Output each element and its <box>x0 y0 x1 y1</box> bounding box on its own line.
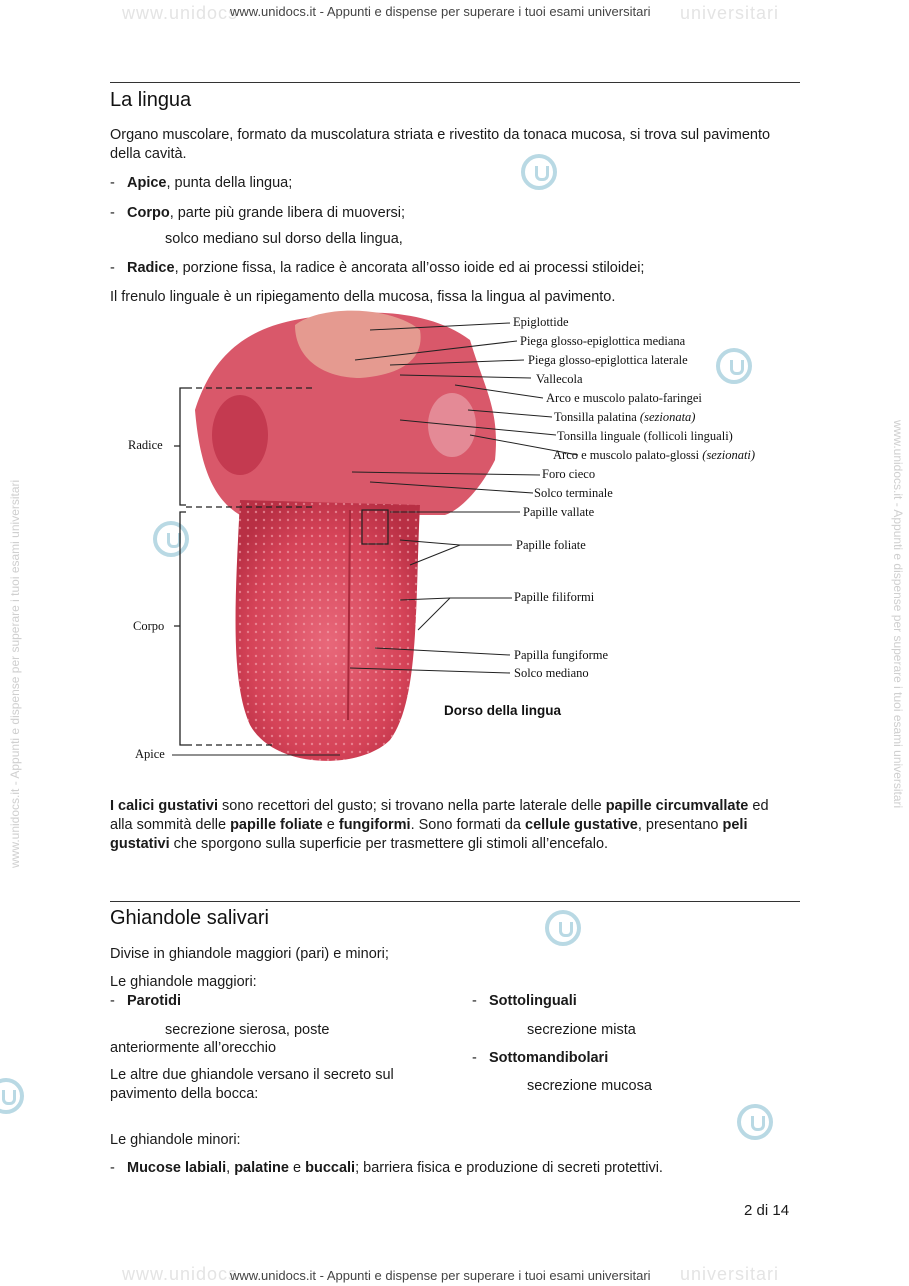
label-solco-terminale: Solco terminale <box>534 486 613 500</box>
bracket-corpo <box>174 512 186 745</box>
label-radice: Radice <box>128 438 163 452</box>
watermark-logo-icon <box>545 910 581 946</box>
maggiori-label: Le ghiandole maggiori: <box>110 974 257 990</box>
side-watermark-right: www.unidocs.it - Appunti e dispense per superare i tuoi esami universitari <box>891 420 905 809</box>
label-epiglottide: Epiglottide <box>513 315 569 329</box>
list-item: - Apice, punta della lingua; <box>110 175 293 191</box>
calici-paragraph: I calici gustativi sono recettori del gusto; si trovano nella parte laterale delle papille circumvallate ed alla sommità delle papille foliate e fungiformi. Sono formati da cellule gustative, presentano peli gustativi che sporgono sulla superficie per trasmettere gli stimoli all’encefalo. <box>110 798 769 852</box>
label-vallecola: Vallecola <box>536 372 583 386</box>
label-corpo: Corpo <box>133 619 165 633</box>
list-item: - Sottomandibolari <box>472 1050 609 1066</box>
section-title: La lingua <box>110 89 192 111</box>
footer-watermark-right: universitari <box>680 1264 780 1284</box>
parotidi-desc: anteriormente all’orecchio <box>110 1040 277 1056</box>
header-text: www.unidocs.it - Appunti e dispense per superare i tuoi esami universitari <box>230 4 651 19</box>
label-tonsilla-palatina: Tonsilla palatina (sezionata) <box>554 410 696 424</box>
list-item: - Parotidi <box>110 993 181 1009</box>
list-item: - Radice, porzione fissa, la radice è ancorata all’osso ioide ed ai processi stiloidei; <box>110 260 645 276</box>
header-watermark-left: www.unidocs <box>122 3 239 23</box>
bracket-radice <box>174 388 186 505</box>
list-item: - Sottolinguali <box>472 993 577 1009</box>
intro-paragraph: Divise in ghiandole maggiori (pari) e minori; <box>110 946 389 962</box>
section-title: Ghiandole salivari <box>110 907 269 929</box>
label-arco-palato-glossi: Arco e muscolo palato-glossi (sezionati) <box>553 448 756 462</box>
watermark-logo-icon <box>0 1078 24 1114</box>
label-arco-palato-faringei: Arco e muscolo palato-faringei <box>546 391 702 405</box>
footer-watermark-left: www.unidocs <box>122 1264 239 1284</box>
frenulo-paragraph: Il frenulo linguale è un ripiegamento della mucosa, fissa la lingua al pavimento. <box>110 289 616 305</box>
tonsilla-left <box>212 395 268 475</box>
label-papilla-fungiforme: Papilla fungiforme <box>514 648 609 662</box>
page-number: 2 di 14 <box>744 1202 790 1219</box>
header-watermark-right: universitari <box>680 3 780 23</box>
figure-caption: Dorso della lingua <box>444 703 562 718</box>
side-watermark-left: www.unidocs.it - Appunti e dispense per superare i tuoi esami universitari <box>8 479 22 868</box>
list-item: - Mucose labiali, palatine e buccali; barriera fisica e produzione di secreti protettivi. <box>110 1160 663 1176</box>
parotidi-desc: secrezione sierosa, poste <box>165 1022 330 1038</box>
label-piega-mediana: Piega glosso-epiglottica mediana <box>520 334 686 348</box>
section-rule <box>110 901 800 902</box>
label-tonsilla-linguale: Tonsilla linguale (follicoli linguali) <box>557 429 733 443</box>
footer-text: www.unidocs.it - Appunti e dispense per superare i tuoi esami universitari <box>230 1268 651 1283</box>
intro-paragraph: Organo muscolare, formato da muscolatura striata e rivestito da tonaca mucosa, si trova sul pavimento della cavità. <box>110 127 771 162</box>
label-papille-filiformi: Papille filiformi <box>514 590 595 604</box>
label-piega-laterale: Piega glosso-epiglottica laterale <box>528 353 688 367</box>
watermark-logo-icon <box>737 1104 773 1140</box>
altre-paragraph: Le altre due ghiandole versano il secreto sul pavimento della bocca: <box>110 1067 394 1102</box>
label-foro-cieco: Foro cieco <box>542 467 596 481</box>
section-rule <box>110 82 800 83</box>
label-papille-foliate: Papille foliate <box>516 538 586 552</box>
tongue-papillae <box>236 500 420 761</box>
label-apice: Apice <box>135 747 165 761</box>
sottomandibolari-desc: secrezione mucosa <box>527 1078 652 1094</box>
label-solco-mediano: Solco mediano <box>514 666 589 680</box>
list-item: - Corpo, parte più grande libera di muoversi; <box>110 205 406 221</box>
list-subitem: solco mediano sul dorso della lingua, <box>165 231 403 247</box>
sottolinguali-desc: secrezione mista <box>527 1022 636 1038</box>
label-papille-vallate: Papille vallate <box>523 505 595 519</box>
minori-label: Le ghiandole minori: <box>110 1132 241 1148</box>
